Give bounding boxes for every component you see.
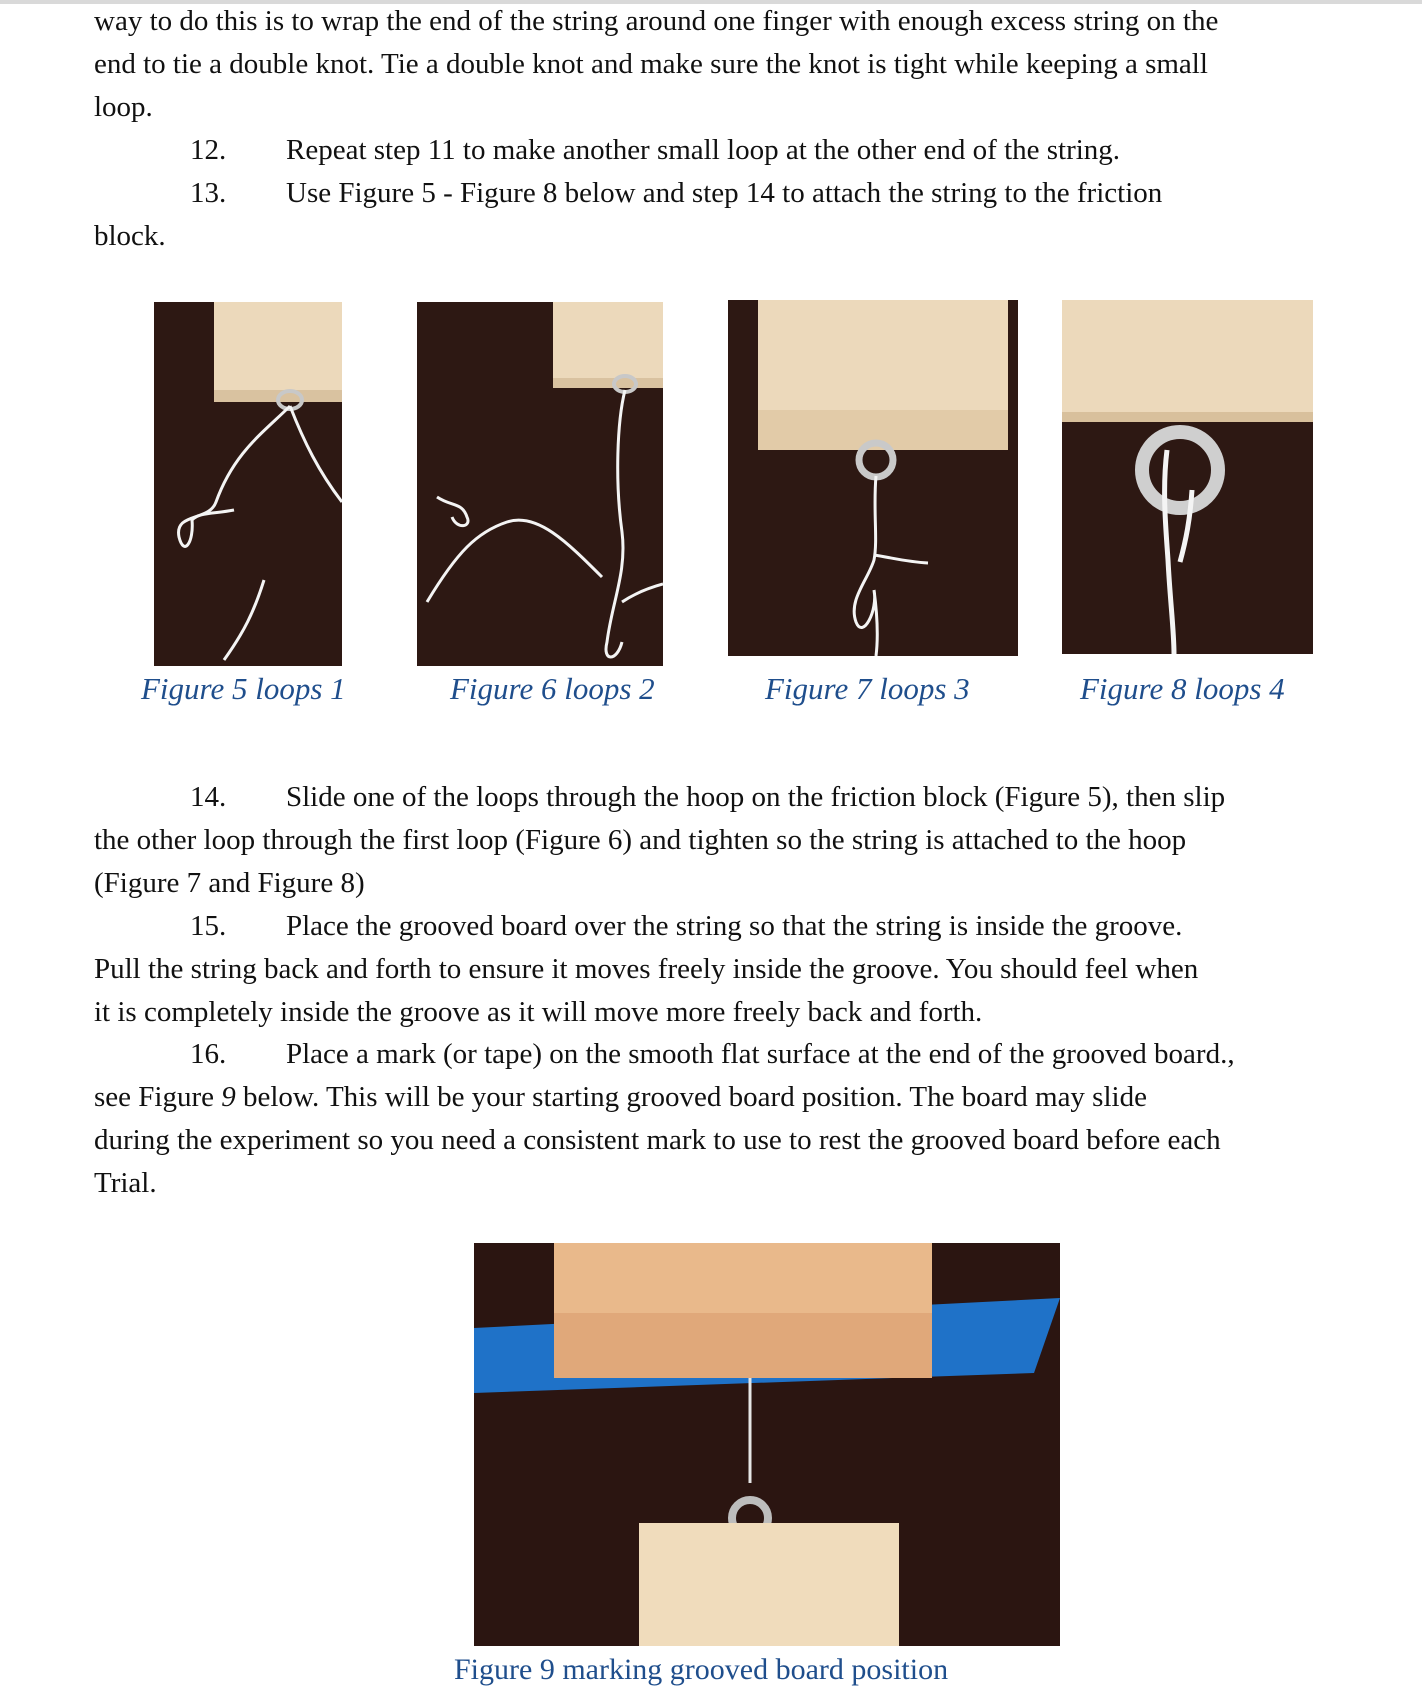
step-13-number: 13. bbox=[190, 177, 227, 209]
intro-line-3: loop. bbox=[94, 91, 153, 123]
figure-8-photo bbox=[1062, 300, 1313, 654]
figure-7-caption: Figure 7 loops 3 bbox=[765, 671, 970, 706]
figure-8-caption: Figure 8 loops 4 bbox=[1080, 671, 1285, 706]
figure-6-photo bbox=[417, 302, 663, 666]
figure-7-photo bbox=[728, 300, 1018, 656]
step-15-line-2: Pull the string back and forth to ensure it moves freely inside the groove. You should feel when bbox=[94, 953, 1199, 985]
photo-figure-5-icon bbox=[154, 302, 342, 666]
step-16-line-3: during the experiment so you need a consistent mark to use to rest the grooved board before each bbox=[94, 1124, 1221, 1156]
figure-5-photo bbox=[154, 302, 342, 666]
step-12-number: 12. bbox=[190, 134, 227, 166]
step-16-line-2-start: see Figure bbox=[94, 1081, 222, 1113]
step-14-line-2: the other loop through the first loop (Figure 6) and tighten so the string is attached to the hoop bbox=[94, 824, 1187, 856]
step-16-line-2 bbox=[94, 1076, 1147, 1119]
step-14-number: 14. bbox=[190, 781, 227, 813]
step-14-line-1: Slide one of the loops through the hoop on the friction block (Figure 5), then slip bbox=[286, 781, 1226, 813]
step-16-line-1: Place a mark (or tape) on the smooth flat surface at the end of the grooved board., bbox=[286, 1038, 1235, 1070]
intro-line-2: end to tie a double knot. Tie a double knot and make sure the knot is tight while keeping a small bbox=[94, 48, 1208, 80]
step-15-line-1: Place the grooved board over the string so that the string is inside the groove. bbox=[286, 910, 1183, 942]
step-13-text: Use Figure 5 - Figure 8 below and step 14 to attach the string to the friction bbox=[286, 177, 1163, 209]
photo-figure-8-icon bbox=[1062, 300, 1313, 654]
photo-figure-9-icon bbox=[474, 1243, 1060, 1646]
photo-figure-6-icon bbox=[417, 302, 663, 666]
step-16-number: 16. bbox=[190, 1038, 227, 1070]
figure-9-photo bbox=[474, 1243, 1060, 1646]
step-16-line-2-end: below. This will be your starting grooved board position. The board may slide bbox=[235, 1081, 1147, 1113]
photo-figure-7-icon bbox=[728, 300, 1018, 656]
step-15-number: 15. bbox=[190, 910, 227, 942]
step-14-line-3: (Figure 7 and Figure 8) bbox=[94, 867, 365, 899]
step-13-continuation: block. bbox=[94, 220, 166, 252]
step-12-text: Repeat step 11 to make another small loop at the other end of the string. bbox=[286, 134, 1121, 166]
step-16-line-4: Trial. bbox=[94, 1167, 157, 1199]
figure-6-caption: Figure 6 loops 2 bbox=[450, 671, 655, 706]
intro-line-1: way to do this is to wrap the end of the string around one finger with enough excess string on the bbox=[94, 5, 1219, 37]
figure-9-caption: Figure 9 marking grooved board position bbox=[454, 1653, 949, 1686]
step-16-figure-ref: 9 bbox=[221, 1081, 236, 1113]
figure-5-caption: Figure 5 loops 1 bbox=[141, 671, 346, 706]
step-15-line-3: it is completely inside the groove as it will move more freely back and forth. bbox=[94, 996, 983, 1028]
